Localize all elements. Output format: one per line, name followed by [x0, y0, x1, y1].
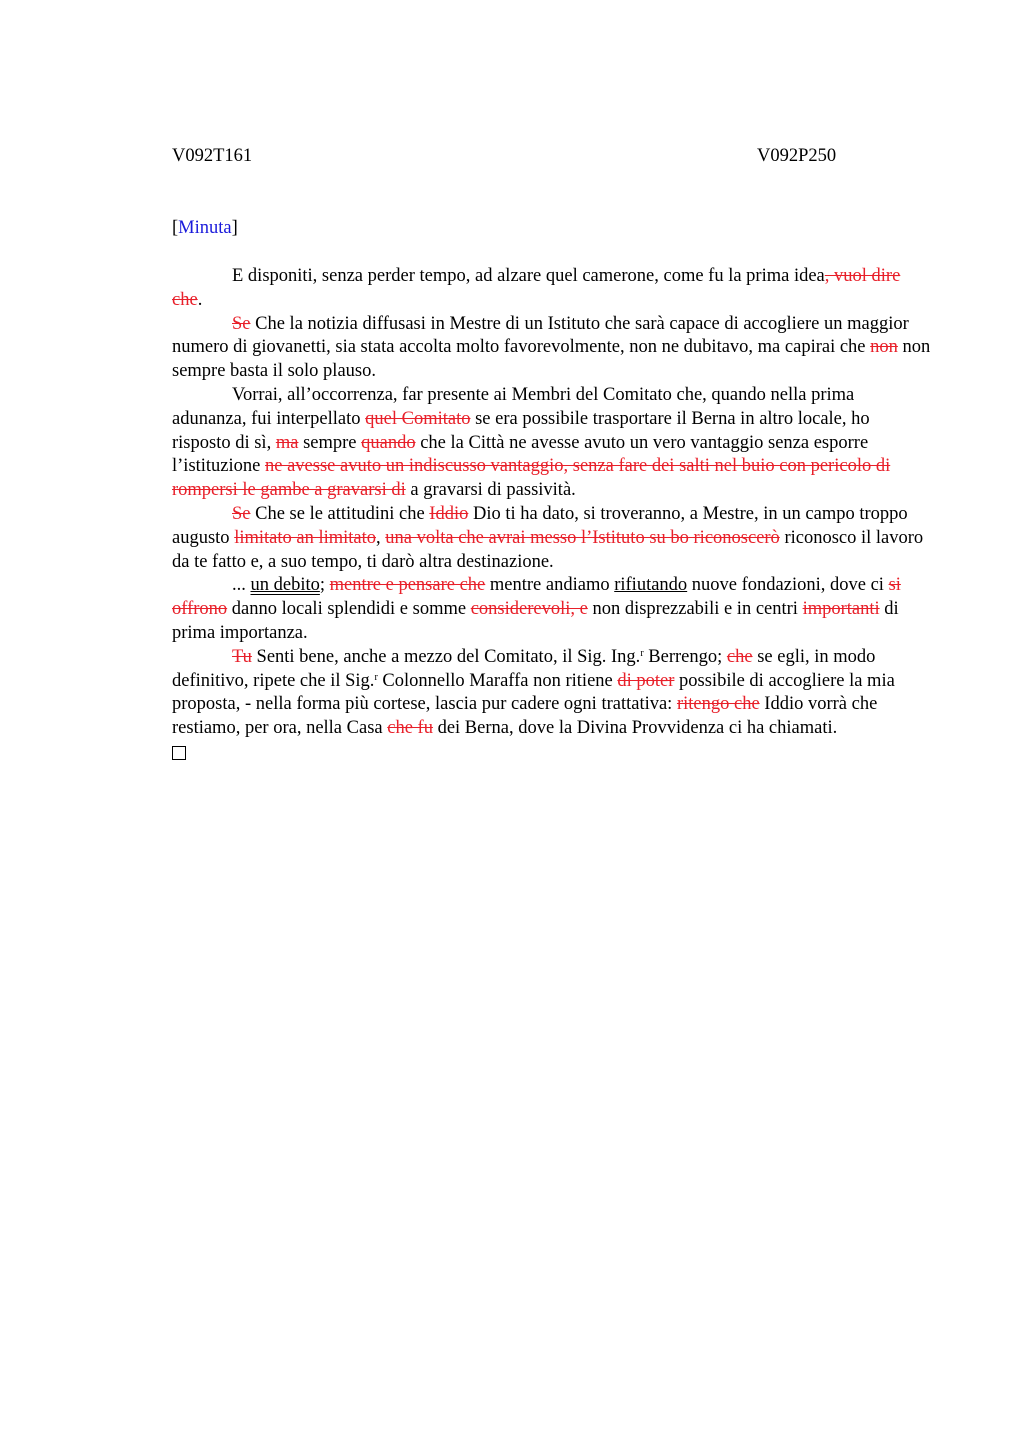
- minuta-label: [Minuta]: [172, 218, 238, 238]
- letter-body: [172, 265, 932, 768]
- deleted-text: Se: [232, 313, 251, 334]
- deleted-text: quando: [361, 432, 416, 453]
- deleted-text: si offrono: [172, 575, 901, 620]
- minuta-label-text: Minuta: [178, 218, 232, 238]
- paragraph-1: E disponiti, senza perder tempo, ad alzare quel camerone, come fu la prima idea, vuol dire che.: [172, 266, 901, 310]
- paragraph-6: Tu Senti bene, anche a mezzo del Comitato, il Sig. Ing.$^r$ Berrengo; che se egli, in modo definitivo, ripete che il Sig.$^r$ Colonnello Maraffa non ritiene di poter possibile di accogliere la mia proposta, - nella forma più cortese, lascia pur cadere ogni trattativa: ritengo che Iddio vorrà che restiamo, per ora, nella Casa che fu dei Berna, dove la Divina Provvidenza ci ha chiamati.: [172, 646, 895, 739]
- deleted-text: ne avesse avuto un indiscusso vantaggio, senza fare dei salti nel buio con pericolo di rompersi le gambe a gravarsi di: [172, 456, 891, 501]
- deleted-text: limitato an limitato: [234, 527, 376, 548]
- deleted-text: , vuol dire che: [172, 266, 901, 310]
- document-code-left: V092T161: [172, 146, 253, 166]
- deleted-text: quel Comitato: [365, 408, 471, 429]
- deleted-text: una volta che avrai messo l’Istituto su bo riconoscerò: [385, 527, 780, 548]
- deleted-text: Se: [232, 503, 251, 524]
- double-underlined-text: un debito: [250, 575, 320, 596]
- deleted-text: ritengo che: [676, 694, 760, 715]
- deleted-text: mentre e pensare che: [329, 575, 486, 596]
- document-code-right: V092P250: [757, 146, 837, 166]
- deleted-text: Tu: [232, 646, 252, 667]
- paragraph-5: ... un debito; mentre e pensare che mentre andiamo rifiutando nuove fondazioni, dove ci si offrono danno locali splendidi e somme considerevoli, e non disprezzabili e in centri importanti di prima importanza.: [172, 575, 901, 643]
- deleted-text: importanti: [802, 599, 880, 620]
- superscript: r: [374, 671, 378, 683]
- paragraph-4: Se Che se le attitudini che Iddio Dio ti ha dato, si troveranno, a Mestre, in un campo troppo augusto limitato an limitato, una volta che avrai messo l’Istituto su bo riconoscerò riconosco il lavoro da te fatto e, a suo tempo, ti darò altra destinazione.: [172, 503, 924, 572]
- deleted-text: non: [870, 337, 898, 358]
- paragraph-2: Se Che la notizia diffusasi in Mestre di un Istituto che sarà capace di accogliere un maggior numero di giovanetti, sia stata accolta molto favorevolmente, non ne dubitavo, ma capirai che non non sempre basta il solo plauso.: [172, 313, 931, 382]
- underlined-text: rifiutando: [614, 575, 688, 596]
- paragraph-3: Vorrai, all’occorrenza, far presente ai Membri del Comitato che, quando nella prima adunanza, fui interpellato quel Comitato se era possibile trasportare il Berna in altro locale, ho risposto di sì, ma sempre quando che la Città ne avesse avuto un vero vantaggio senza esporre l’istituzione ne avesse avuto un indiscusso vantaggio, senza fare dei salti nel buio con pericolo di rompersi le gambe a gravarsi di a gravarsi di passività.: [172, 384, 891, 501]
- deleted-text: ma: [275, 432, 299, 453]
- deleted-text: di poter: [617, 670, 675, 691]
- deleted-text: che: [726, 646, 753, 667]
- superscript: r: [640, 647, 644, 659]
- end-mark-square-icon: [172, 741, 932, 768]
- deleted-text: che fu: [387, 718, 433, 739]
- deleted-text: considerevoli, e: [470, 599, 588, 620]
- deleted-text: Iddio: [429, 503, 469, 524]
